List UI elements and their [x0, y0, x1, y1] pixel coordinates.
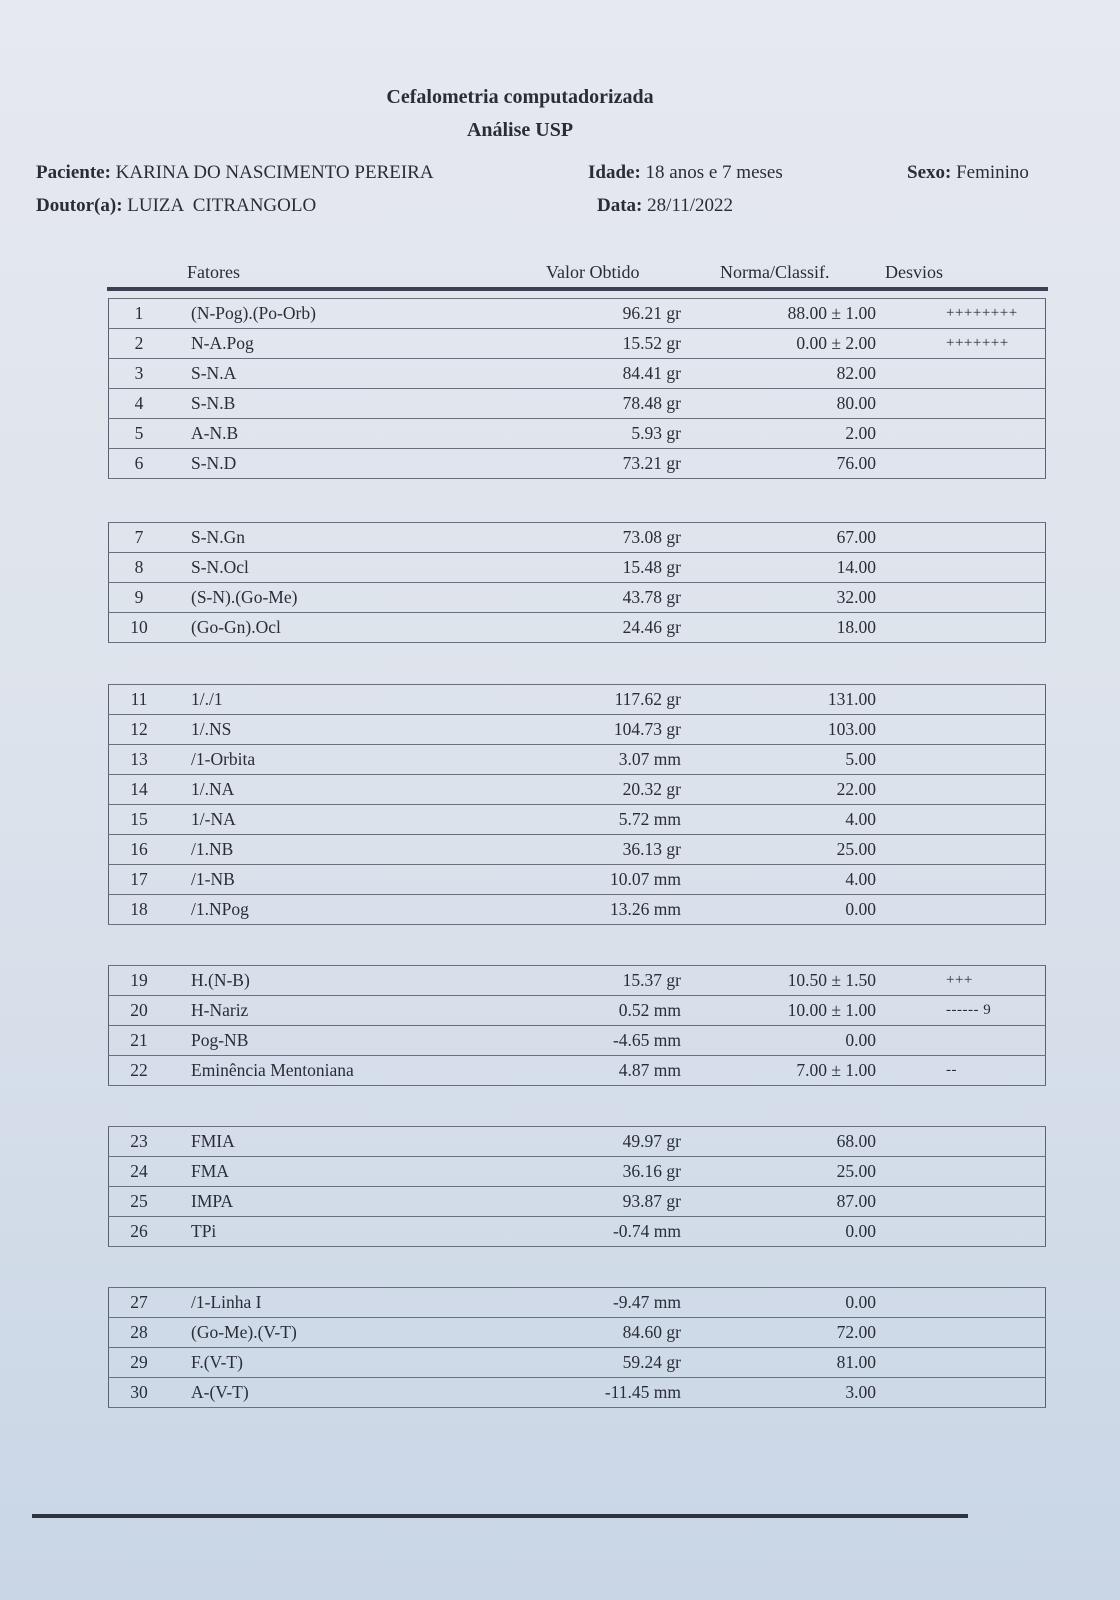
deviation — [876, 583, 1046, 613]
factor-name: (N-Pog).(Po-Orb) — [169, 299, 531, 329]
factor-name: S-N.Ocl — [169, 553, 531, 583]
deviation — [876, 805, 1046, 835]
norm-value: 22.00 — [681, 775, 876, 805]
table-row — [109, 1056, 1046, 1086]
table-row — [109, 895, 1046, 925]
factor-name: S-N.Gn — [169, 523, 531, 553]
table-row — [109, 1348, 1046, 1378]
measured-value: 15.37 gr — [531, 966, 681, 996]
deviation — [876, 389, 1046, 419]
table-row — [109, 299, 1046, 329]
table-row — [109, 1026, 1046, 1056]
factor-name: S-N.A — [169, 359, 531, 389]
factor-name: S-N.D — [169, 449, 531, 479]
deviation — [876, 895, 1046, 925]
factor-name: (Go-Me).(V-T) — [169, 1318, 531, 1348]
norm-value: 4.00 — [681, 805, 876, 835]
factor-name: TPi — [169, 1217, 531, 1247]
measured-value: -0.74 mm — [531, 1217, 681, 1247]
norm-value: 3.00 — [681, 1378, 876, 1408]
table-row — [109, 1127, 1046, 1157]
doctor-info — [36, 195, 316, 217]
factor-name: 1/./1 — [169, 685, 531, 715]
deviation — [876, 1318, 1046, 1348]
deviation — [876, 775, 1046, 805]
row-number: 12 — [109, 715, 170, 745]
date-info — [597, 195, 733, 217]
factor-name: A-(V-T) — [169, 1378, 531, 1408]
deviation — [876, 1288, 1046, 1318]
deviation: ------ 9 — [876, 996, 1046, 1026]
deviation — [876, 1026, 1046, 1056]
factor-name: (Go-Gn).Ocl — [169, 613, 531, 643]
deviation — [876, 1217, 1046, 1247]
measured-value: 93.87 gr — [531, 1187, 681, 1217]
deviation: ++++++++ — [876, 299, 1046, 329]
factor-name: 1/.NS — [169, 715, 531, 745]
sex-info — [907, 162, 1029, 184]
row-number: 20 — [109, 996, 170, 1026]
sex-value: Feminino — [956, 162, 1029, 183]
factor-name: /1-Orbita — [169, 745, 531, 775]
header-desvios: Desvios — [885, 262, 943, 282]
table-row — [109, 1378, 1046, 1408]
row-number: 8 — [109, 553, 170, 583]
measured-value: 43.78 gr — [531, 583, 681, 613]
measured-value: -11.45 mm — [531, 1378, 681, 1408]
factor-name: F.(V-T) — [169, 1348, 531, 1378]
row-number: 28 — [109, 1318, 170, 1348]
table-row — [109, 1187, 1046, 1217]
norm-value: 80.00 — [681, 389, 876, 419]
row-number: 2 — [109, 329, 170, 359]
factor-group-5 — [108, 1126, 1046, 1247]
norm-value: 5.00 — [681, 745, 876, 775]
factor-name: /1.NB — [169, 835, 531, 865]
factor-name: /1.NPog — [169, 895, 531, 925]
table-row — [109, 1318, 1046, 1348]
factor-group-6 — [108, 1287, 1046, 1408]
norm-value: 72.00 — [681, 1318, 876, 1348]
doctor-name: LUIZA CITRANGOLO — [127, 195, 317, 216]
norm-value: 131.00 — [681, 685, 876, 715]
deviation — [876, 1157, 1046, 1187]
norm-value: 87.00 — [681, 1187, 876, 1217]
table-row — [109, 745, 1046, 775]
factor-name: IMPA — [169, 1187, 531, 1217]
norm-value: 81.00 — [681, 1348, 876, 1378]
measured-value: -4.65 mm — [531, 1026, 681, 1056]
norm-value: 68.00 — [681, 1127, 876, 1157]
measured-value: 20.32 gr — [531, 775, 681, 805]
measured-value: 15.52 gr — [531, 329, 681, 359]
deviation — [876, 1127, 1046, 1157]
norm-value: 25.00 — [681, 835, 876, 865]
row-number: 23 — [109, 1127, 170, 1157]
patient-info — [36, 162, 434, 184]
norm-value: 0.00 — [681, 1026, 876, 1056]
measured-value: 5.93 gr — [531, 419, 681, 449]
row-number: 27 — [109, 1288, 170, 1318]
table-row — [109, 775, 1046, 805]
report-title: Cefalometria computadorizada — [386, 86, 654, 108]
norm-value: 82.00 — [681, 359, 876, 389]
measured-value: 84.60 gr — [531, 1318, 681, 1348]
header-norma: Norma/Classif. — [720, 262, 830, 282]
deviation: +++++++ — [876, 329, 1046, 359]
row-number: 15 — [109, 805, 170, 835]
table-row — [109, 523, 1046, 553]
norm-value: 0.00 — [681, 1288, 876, 1318]
measured-value: 104.73 gr — [531, 715, 681, 745]
norm-value: 76.00 — [681, 449, 876, 479]
measured-value: 78.48 gr — [531, 389, 681, 419]
row-number: 22 — [109, 1056, 170, 1086]
factor-name: 1/.NA — [169, 775, 531, 805]
row-number: 17 — [109, 865, 170, 895]
factor-name: FMA — [169, 1157, 531, 1187]
measured-value: 24.46 gr — [531, 613, 681, 643]
date-label: Data: — [597, 195, 643, 216]
deviation — [876, 613, 1046, 643]
measured-value: 117.62 gr — [531, 685, 681, 715]
measured-value: 13.26 mm — [531, 895, 681, 925]
measured-value: 3.07 mm — [531, 745, 681, 775]
deviation — [876, 553, 1046, 583]
norm-value: 4.00 — [681, 865, 876, 895]
factor-name: N-A.Pog — [169, 329, 531, 359]
measured-value: 73.21 gr — [531, 449, 681, 479]
row-number: 26 — [109, 1217, 170, 1247]
norm-value: 88.00 ± 1.00 — [681, 299, 876, 329]
deviation — [876, 523, 1046, 553]
table-row — [109, 359, 1046, 389]
table-row — [109, 389, 1046, 419]
table-row — [109, 1288, 1046, 1318]
doctor-label: Doutor(a): — [36, 195, 123, 216]
date-value: 28/11/2022 — [647, 195, 733, 216]
row-number: 30 — [109, 1378, 170, 1408]
sex-label: Sexo: — [907, 162, 952, 183]
norm-value: 67.00 — [681, 523, 876, 553]
row-number: 6 — [109, 449, 170, 479]
factor-group-1 — [108, 298, 1046, 479]
factor-name: A-N.B — [169, 419, 531, 449]
row-number: 1 — [109, 299, 170, 329]
measured-value: 84.41 gr — [531, 359, 681, 389]
deviation — [876, 1187, 1046, 1217]
factor-name: Eminência Mentoniana — [169, 1056, 531, 1086]
measured-value: 0.52 mm — [531, 996, 681, 1026]
measured-value: 73.08 gr — [531, 523, 681, 553]
table-row — [109, 685, 1046, 715]
row-number: 24 — [109, 1157, 170, 1187]
row-number: 21 — [109, 1026, 170, 1056]
row-number: 16 — [109, 835, 170, 865]
factor-name: H.(N-B) — [169, 966, 531, 996]
measured-value: 5.72 mm — [531, 805, 681, 835]
deviation — [876, 419, 1046, 449]
measured-value: -9.47 mm — [531, 1288, 681, 1318]
patient-name: KARINA DO NASCIMENTO PEREIRA — [115, 162, 434, 183]
table-row — [109, 966, 1046, 996]
factor-name: Pog-NB — [169, 1026, 531, 1056]
report-subtitle: Análise USP — [466, 119, 574, 141]
norm-value: 10.50 ± 1.50 — [681, 966, 876, 996]
deviation — [876, 715, 1046, 745]
measured-value: 49.97 gr — [531, 1127, 681, 1157]
norm-value: 18.00 — [681, 613, 876, 643]
factor-group-4 — [108, 965, 1046, 1086]
measured-value: 15.48 gr — [531, 553, 681, 583]
factor-name: /1-Linha I — [169, 1288, 531, 1318]
table-row — [109, 1157, 1046, 1187]
measured-value: 36.13 gr — [531, 835, 681, 865]
norm-value: 2.00 — [681, 419, 876, 449]
table-row — [109, 835, 1046, 865]
row-number: 11 — [109, 685, 170, 715]
deviation — [876, 359, 1046, 389]
table-row — [109, 865, 1046, 895]
table-row — [109, 805, 1046, 835]
deviation — [876, 835, 1046, 865]
deviation — [876, 449, 1046, 479]
row-number: 4 — [109, 389, 170, 419]
deviation: +++ — [876, 966, 1046, 996]
patient-label: Paciente: — [36, 162, 111, 183]
norm-value: 0.00 — [681, 895, 876, 925]
deviation — [876, 1348, 1046, 1378]
factor-name: /1-NB — [169, 865, 531, 895]
table-row — [109, 613, 1046, 643]
deviation — [876, 865, 1046, 895]
factor-name: FMIA — [169, 1127, 531, 1157]
row-number: 10 — [109, 613, 170, 643]
table-row — [109, 715, 1046, 745]
measured-value: 96.21 gr — [531, 299, 681, 329]
norm-value: 14.00 — [681, 553, 876, 583]
norm-value: 10.00 ± 1.00 — [681, 996, 876, 1026]
table-row — [109, 1217, 1046, 1247]
factor-group-3 — [108, 684, 1046, 925]
header-rule — [107, 287, 1048, 291]
norm-value: 0.00 — [681, 1217, 876, 1247]
table-row — [109, 996, 1046, 1026]
age-label: Idade: — [588, 162, 641, 183]
row-number: 5 — [109, 419, 170, 449]
norm-value: 7.00 ± 1.00 — [681, 1056, 876, 1086]
factor-name: H-Nariz — [169, 996, 531, 1026]
row-number: 9 — [109, 583, 170, 613]
factor-name: (S-N).(Go-Me) — [169, 583, 531, 613]
row-number: 14 — [109, 775, 170, 805]
factor-name: 1/-NA — [169, 805, 531, 835]
row-number: 25 — [109, 1187, 170, 1217]
table-row — [109, 449, 1046, 479]
norm-value: 0.00 ± 2.00 — [681, 329, 876, 359]
table-row — [109, 419, 1046, 449]
factor-group-2 — [108, 522, 1046, 643]
row-number: 3 — [109, 359, 170, 389]
age-value: 18 anos e 7 meses — [645, 162, 783, 183]
measured-value: 4.87 mm — [531, 1056, 681, 1086]
norm-value: 32.00 — [681, 583, 876, 613]
header-fatores: Fatores — [187, 262, 240, 282]
deviation — [876, 685, 1046, 715]
norm-value: 25.00 — [681, 1157, 876, 1187]
deviation — [876, 745, 1046, 775]
table-row — [109, 329, 1046, 359]
row-number: 19 — [109, 966, 170, 996]
row-number: 7 — [109, 523, 170, 553]
deviation — [876, 1378, 1046, 1408]
measured-value: 36.16 gr — [531, 1157, 681, 1187]
factor-name: S-N.B — [169, 389, 531, 419]
measured-value: 10.07 mm — [531, 865, 681, 895]
measured-value: 59.24 gr — [531, 1348, 681, 1378]
norm-value: 103.00 — [681, 715, 876, 745]
deviation: -- — [876, 1056, 1046, 1086]
row-number: 13 — [109, 745, 170, 775]
footer-rule — [32, 1514, 968, 1518]
table-row — [109, 583, 1046, 613]
table-row — [109, 553, 1046, 583]
age-info — [588, 162, 783, 184]
header-valor: Valor Obtido — [546, 262, 640, 282]
row-number: 18 — [109, 895, 170, 925]
row-number: 29 — [109, 1348, 170, 1378]
